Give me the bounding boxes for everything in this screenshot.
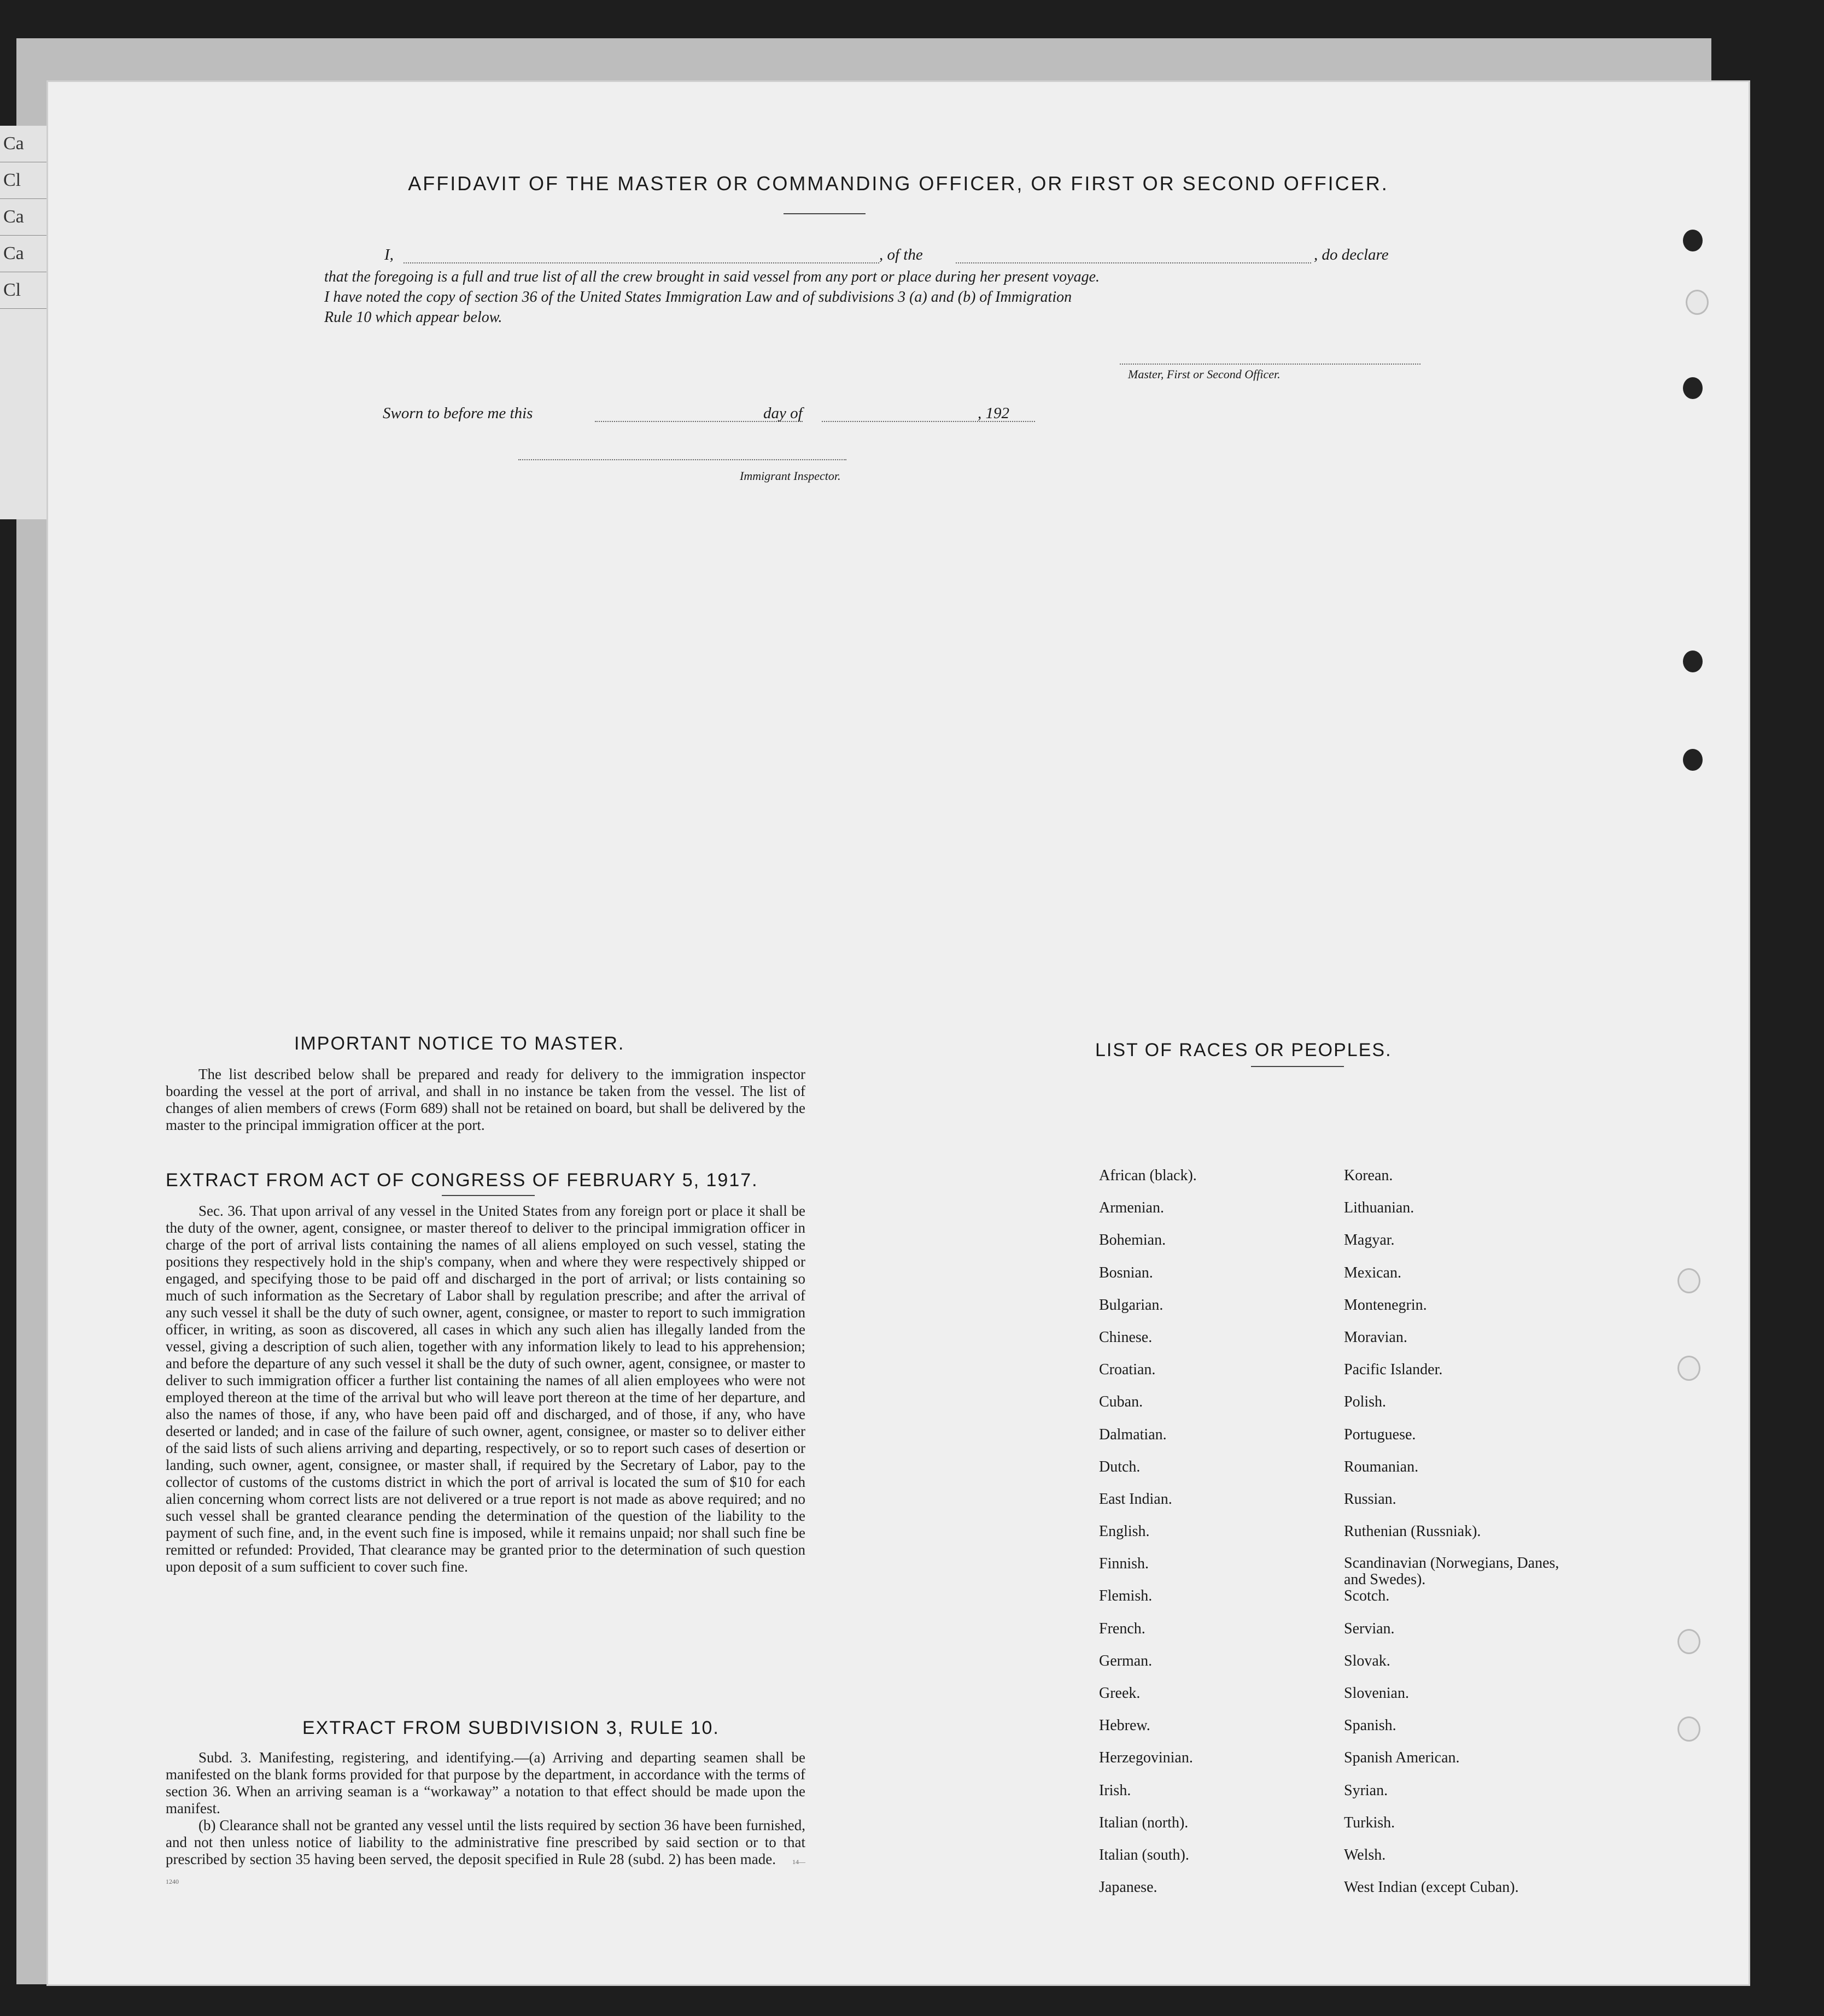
race-item: German. (1099, 1652, 1153, 1669)
inspector-label: Immigrant Inspector. (740, 469, 841, 483)
rule-paragraphs (166, 1749, 805, 1890)
race-item: Portuguese. (1344, 1426, 1416, 1443)
race-item: Irish. (1099, 1781, 1131, 1799)
race-item: African (black). (1099, 1167, 1197, 1184)
notice-heading: IMPORTANT NOTICE TO MASTER. (294, 1033, 625, 1054)
race-item: Roumanian. (1344, 1458, 1419, 1475)
punch-hole (1683, 650, 1703, 672)
race-item: French. (1099, 1620, 1145, 1637)
race-item: Welsh. (1344, 1846, 1386, 1863)
race-item: Polish. (1344, 1393, 1387, 1411)
punch-hole (1683, 749, 1703, 771)
left-edge-tab: Ca (0, 199, 52, 236)
rule-text-a: Subd. 3. Manifesting, registering, and identifying.—(a) Arriving and departing seamen shall be manifested on the blank forms provided for that purpose by the department, in accordance with the terms of section 36. When an arriving seaman is a “workaway” a notation to that effect should be made upon the manifest. (166, 1749, 805, 1816)
race-item: Italian (north). (1099, 1814, 1189, 1831)
punch-hole (1686, 290, 1709, 315)
race-item: Korean. (1344, 1167, 1393, 1184)
race-item: Mexican. (1344, 1264, 1401, 1281)
race-item: Syrian. (1344, 1781, 1388, 1799)
sworn-label: Sworn to before me this (383, 405, 533, 422)
race-item: Dalmatian. (1099, 1426, 1167, 1443)
race-item: Japanese. (1099, 1879, 1157, 1896)
race-item: Spanish American. (1344, 1749, 1460, 1767)
race-item: Herzegovinian. (1099, 1749, 1193, 1767)
signature-label: Master, First or Second Officer. (1128, 367, 1281, 381)
day-of-label: day of (763, 405, 803, 422)
vessel-blank[interactable] (956, 262, 1311, 263)
act-text: Sec. 36. That upon arrival of any vessel in the United States from any foreign port or place it shall be the duty of the owner, agent, consignee, or master thereof to deliver to the principal immigration officer in charge of the port of arrival lists containing the names of all aliens employed on such vessel, stating the positions they respectively hold in the ship's company, when and where they were respectively shipped or engaged, and specifying those to be paid off and discharged in the port of arrival; or lists containing so much of such information as the Secretary of Labor shall by regulation prescribe; and after the arrival of any such vessel it shall be the duty of such owner, agent, consignee, or master to report to such immigration officer, in writing, as soon as discovered, all cases in which any such alien has illegally landed from the vessel, giving a description of such alien, together with any information likely to lead to his apprehension; and before the departure of any such vessel it shall be the duty of such owner, agent, consignee, or master to deliver to such immigration officer a further list containing the names of all alien employees who were not employed thereon at the time of the arrival but who will leave port thereon at the time of her departure, and also the names of those, if any, who have been paid off and discharged, and of those, if any, who have deserted or landed; and in case of the failure of such owner, agent, consignee, or master so to deliver either of the said lists of such aliens arriving and departing, respectively, or so to report such cases of desertion or landing, such owner, agent, consignee, or master shall, if required by the Secretary of Labor, pay to the collector of customs of the customs district in which the port of arrival is located the sum of $10 for each alien concerning whom correct lists are not delivered or a true report is not made as above required; and no such vessel shall be granted clearance pending the determination of the question of the liability to the payment of such fine, and, in the event such fine is imposed, while it remains unpaid; nor shall such fine be remitted or refunded: Provided, That clearance may be granted prior to the determination of such question upon deposit of a sum sufficient to cover such fine. (166, 1203, 805, 1575)
race-item: Magyar. (1344, 1232, 1395, 1249)
race-item: Chinese. (1099, 1328, 1153, 1346)
race-item: Slovak. (1344, 1652, 1390, 1669)
race-item: Slovenian. (1344, 1685, 1409, 1702)
race-item: Finnish. (1099, 1555, 1149, 1573)
name-blank[interactable] (404, 262, 879, 263)
affidavit-title: AFFIDAVIT OF THE MASTER OR COMMANDING OFFICER, OR FIRST OR SECOND OFFICER. (408, 172, 1389, 195)
of-the-label: , of the (879, 246, 923, 263)
race-item: Flemish. (1099, 1587, 1153, 1605)
affidavit-page (48, 82, 1749, 1984)
title-rule (784, 213, 866, 214)
race-item: Lithuanian. (1344, 1199, 1414, 1217)
race-item: Russian. (1344, 1490, 1396, 1508)
rule-text-b-line (166, 1817, 805, 1890)
act-rule (442, 1195, 535, 1196)
i-label: I, (384, 246, 394, 263)
punch-hole (1677, 1629, 1700, 1654)
race-item: English. (1099, 1523, 1150, 1540)
race-item: Turkish. (1344, 1814, 1395, 1831)
race-item: Italian (south). (1099, 1846, 1189, 1863)
race-item: Hebrew. (1099, 1717, 1150, 1734)
races-left-column (1099, 1167, 1197, 1911)
race-item: Croatian. (1099, 1361, 1156, 1379)
act-paragraph (166, 1203, 805, 1575)
rule-heading: EXTRACT FROM SUBDIVISION 3, RULE 10. (302, 1718, 720, 1738)
race-item: Armenian. (1099, 1199, 1164, 1217)
punch-hole (1677, 1716, 1700, 1742)
declaration-line: I have noted the copy of section 36 of the United States Immigration Law and of subdivisions 3 (a) and (b) of Immigration (324, 289, 1072, 306)
rule-text-b: (b) Clearance shall not be granted any vessel until the lists required by section 36 have been furnished, and not then unless notice of liability to the administrative fine prescribed by said section or to that prescribed by section 35 having been served, the deposit specified in Rule 28 (subd. 2) has been made. (166, 1817, 805, 1867)
race-item: Dutch. (1099, 1458, 1141, 1475)
do-declare-label: , do declare (1314, 246, 1389, 263)
race-item: Montenegrin. (1344, 1296, 1427, 1314)
race-item: Scotch. (1344, 1587, 1390, 1605)
race-item: West Indian (except Cuban). (1344, 1879, 1519, 1896)
year-label: , 192 (978, 405, 1009, 422)
race-item: Spanish. (1344, 1717, 1396, 1734)
left-edge-tab: Ca (0, 126, 52, 162)
race-item: Cuban. (1099, 1393, 1143, 1411)
punch-hole (1683, 377, 1703, 399)
inspector-blank[interactable] (518, 459, 846, 460)
signature-blank[interactable] (1120, 364, 1420, 365)
punch-hole (1677, 1268, 1700, 1293)
race-item: Bosnian. (1099, 1264, 1153, 1281)
races-rule (1251, 1066, 1344, 1067)
left-edge-strip (0, 126, 53, 519)
left-edge-tab: Cl (0, 272, 52, 309)
race-item: Greek. (1099, 1685, 1141, 1702)
act-heading: EXTRACT FROM ACT OF CONGRESS OF FEBRUARY 5, 1917. (166, 1170, 758, 1191)
declaration-line: that the foregoing is a full and true list of all the crew brought in said vessel from any port or place during her present voyage. (324, 268, 1100, 285)
declaration-text (324, 267, 1418, 327)
punch-hole (1683, 230, 1703, 251)
punch-hole (1677, 1356, 1700, 1381)
notice-paragraph (166, 1066, 805, 1134)
form-number: 14—1240 (166, 1858, 805, 1885)
races-heading: LIST OF RACES OR PEOPLES. (1095, 1040, 1392, 1060)
notice-text: The list described below shall be prepared and ready for delivery to the immigration inspector boarding the vessel at the port of arrival, and shall in no instance be taken from the vessel. The list of changes of alien members of crews (Form 689) shall not be retained on board, but shall be delivered by the master to the principal immigration officer at the port. (166, 1066, 805, 1133)
race-item: Bohemian. (1099, 1232, 1166, 1249)
declaration-line: Rule 10 which appear below. (324, 309, 502, 326)
race-item: East Indian. (1099, 1490, 1172, 1508)
race-item: Bulgarian. (1099, 1296, 1164, 1314)
races-right-column (1344, 1167, 1574, 1911)
race-item: Pacific Islander. (1344, 1361, 1443, 1379)
left-edge-tab: Cl (0, 162, 52, 199)
race-item: Moravian. (1344, 1328, 1407, 1346)
left-edge-tab: Ca (0, 236, 52, 272)
race-item: Servian. (1344, 1620, 1395, 1637)
race-item: Scandinavian (Norwegians, Danes, and Swedes). (1344, 1555, 1559, 1589)
race-item: Ruthenian (Russniak). (1344, 1523, 1481, 1540)
